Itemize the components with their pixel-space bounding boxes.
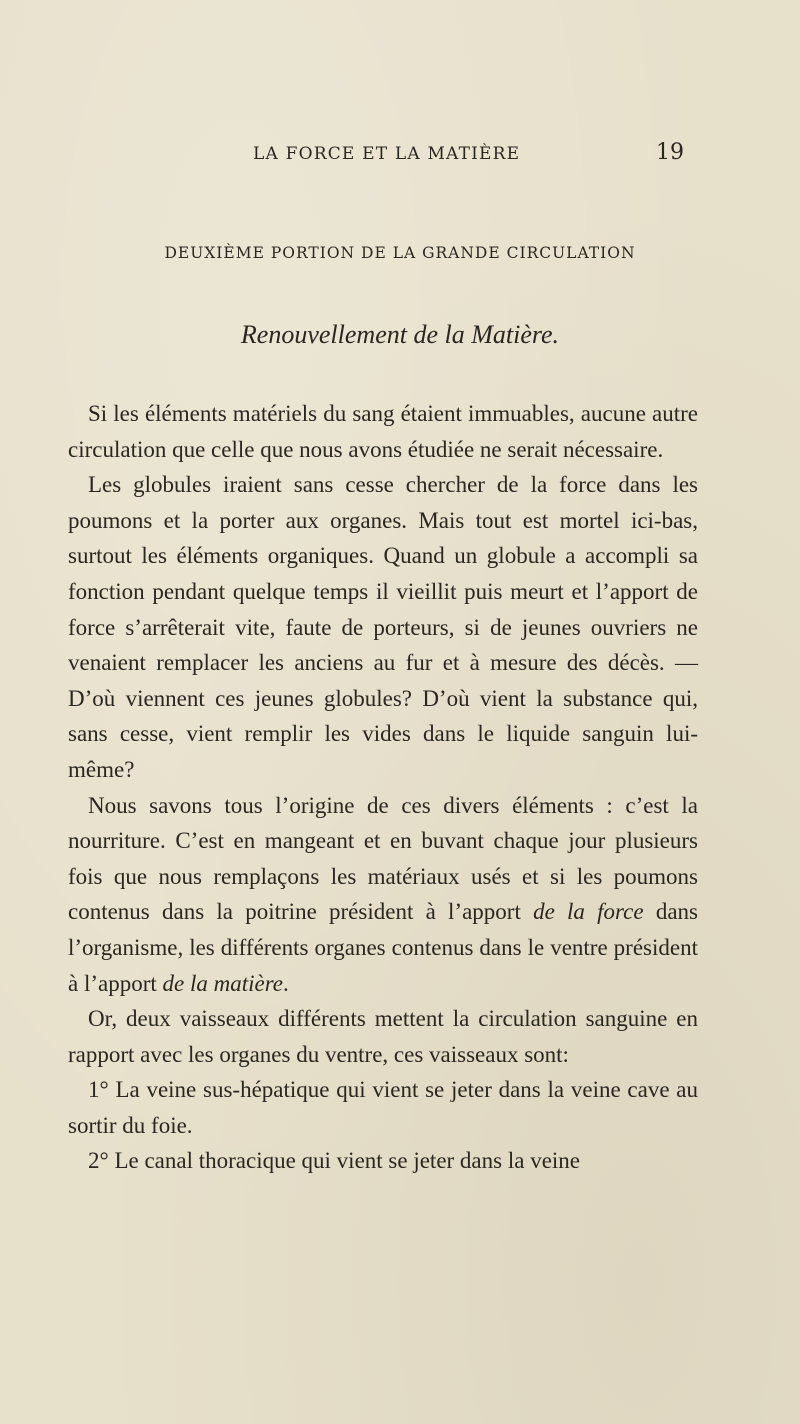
paragraph-3 [68, 788, 698, 1002]
section-subtitle: Renouvellement de la Matière. [240, 320, 560, 349]
body-text [68, 396, 698, 1179]
paragraph-6: 2° Le canal thoracique qui vient se jeter dans la veine [88, 1148, 580, 1174]
emphasis-force: de la force [533, 899, 644, 925]
paragraph-3-part-2: dans l’organisme, les différents organes contenus dans le ventre président à l’apport [68, 899, 698, 996]
page-number: 19 [656, 140, 684, 165]
paragraph-3-part-3: . [283, 970, 289, 996]
paragraph-1: Si les éléments matériels du sang étaient immuables, aucune autre circulation que celle que nous avons étudiée ne serait nécessaire. [68, 401, 698, 462]
paragraph-3-part-1: Nous savons tous l’origine de ces divers éléments : c’est la nourriture. C’est en mangeant et en buvant chaque jour plusieurs fois que nous remplaçons les matériaux usés et si les poumons contenus dans la poitrine président à l’apport [68, 792, 698, 925]
paragraph-2: Les globules iraient sans cesse chercher de la force dans les poumons et la porter aux organes. Mais tout est mortel ici-bas, surtout les éléments organiques. Quand un globule a accompli sa fonction pendant quelque temps il vieillit puis meurt et l’apport de force s’arrêterait vite, faute de porteurs, si de jeunes ouvriers ne venaient remplacer les anciens au fur et à mesure des décès. — D’où viennent ces jeunes globules? D’où vient la substance qui, sans cesse, vient remplir les vides dans le liquide sanguin lui-même? [68, 472, 698, 782]
paragraph-4: Or, deux vaisseaux différents mettent la circulation sanguine en rapport avec les organes du ventre, ces vaisseaux sont: [68, 1006, 698, 1067]
emphasis-matiere: de la matière [162, 970, 284, 996]
section-title: DEUXIÈME PORTION DE LA GRANDE CIRCULATION [164, 244, 636, 262]
running-title: LA FORCE ET LA MATIÈRE [253, 144, 521, 164]
paragraph-5: 1° La veine sus-hépatique qui vient se jeter dans la veine cave au sortir du foie. [68, 1077, 698, 1138]
running-head [68, 140, 684, 170]
